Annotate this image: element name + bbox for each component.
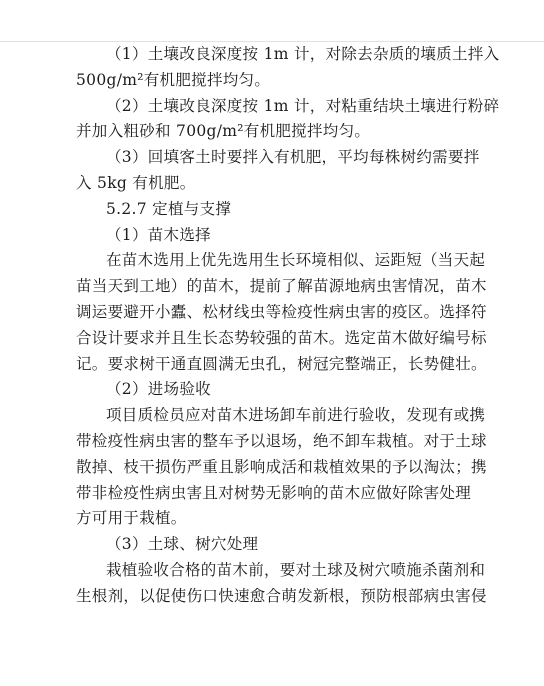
text-line: 并加入粗砂和 700g/m²有机肥搅拌均匀。 — [76, 122, 371, 141]
text-line: （2）进场验收 — [106, 380, 211, 399]
text-line: 500g/m²有机肥搅拌均匀。 — [76, 70, 271, 89]
text-line: （3）土球、树穴处理 — [106, 535, 259, 554]
text-line: 方可用于栽植。 — [76, 509, 187, 528]
text-line: 调运要避开小蠹、松材线虫等检疫性病虫害的疫区。选择符 — [76, 302, 487, 321]
text-line: 生根剂，以促使伤口快速愈合萌发新根，预防根部病虫害侵 — [76, 586, 487, 605]
text-line: 栽植验收合格的苗木前，要对土球及树穴喷施杀菌剂和 — [106, 560, 486, 579]
text-line: 项目质检员应对苗木进场卸车前进行验收，发现有或携 — [106, 406, 486, 425]
text-line: 带非检疫性病虫害且对树势无影响的苗木应做好除害处理 — [76, 483, 472, 502]
text-line: 带检疫性病虫害的整车予以退场，绝不卸车栽植。对于土球 — [76, 431, 487, 450]
text-line: （2）土壤改良深度按 1m 计，对粘重结块土壤进行粉碎 — [106, 96, 500, 115]
text-line: 散掉、枝干损伤严重且影响成活和栽植效果的予以淘汰；携 — [76, 457, 487, 476]
text-line: （1）土壤改良深度按 1m 计，对除去杂质的壤质土拌入 — [106, 45, 500, 63]
text-line: 记。要求树干通直圆满无虫孔，树冠完整端正，长势健壮。 — [76, 354, 487, 373]
text-line: （3）回填客土时要拌入有机肥，平均每株树约需要拌 — [106, 148, 480, 167]
text-line: 入 5kg 有机肥。 — [76, 173, 196, 192]
text-line: （1）苗木选择 — [106, 225, 211, 244]
text-line: 在苗木选用上优先选用生长环境相似、运距短（当天起 — [106, 251, 486, 270]
document-body — [76, 42, 500, 610]
text-line: 5.2.7 定植与支撑 — [106, 199, 232, 218]
text-line: 合设计要求并且生长态势较强的苗木。选定苗木做好编号标 — [76, 328, 487, 347]
text-line: 苗当天到工地）的苗木，提前了解苗源地病虫害情况，苗木 — [76, 277, 487, 296]
